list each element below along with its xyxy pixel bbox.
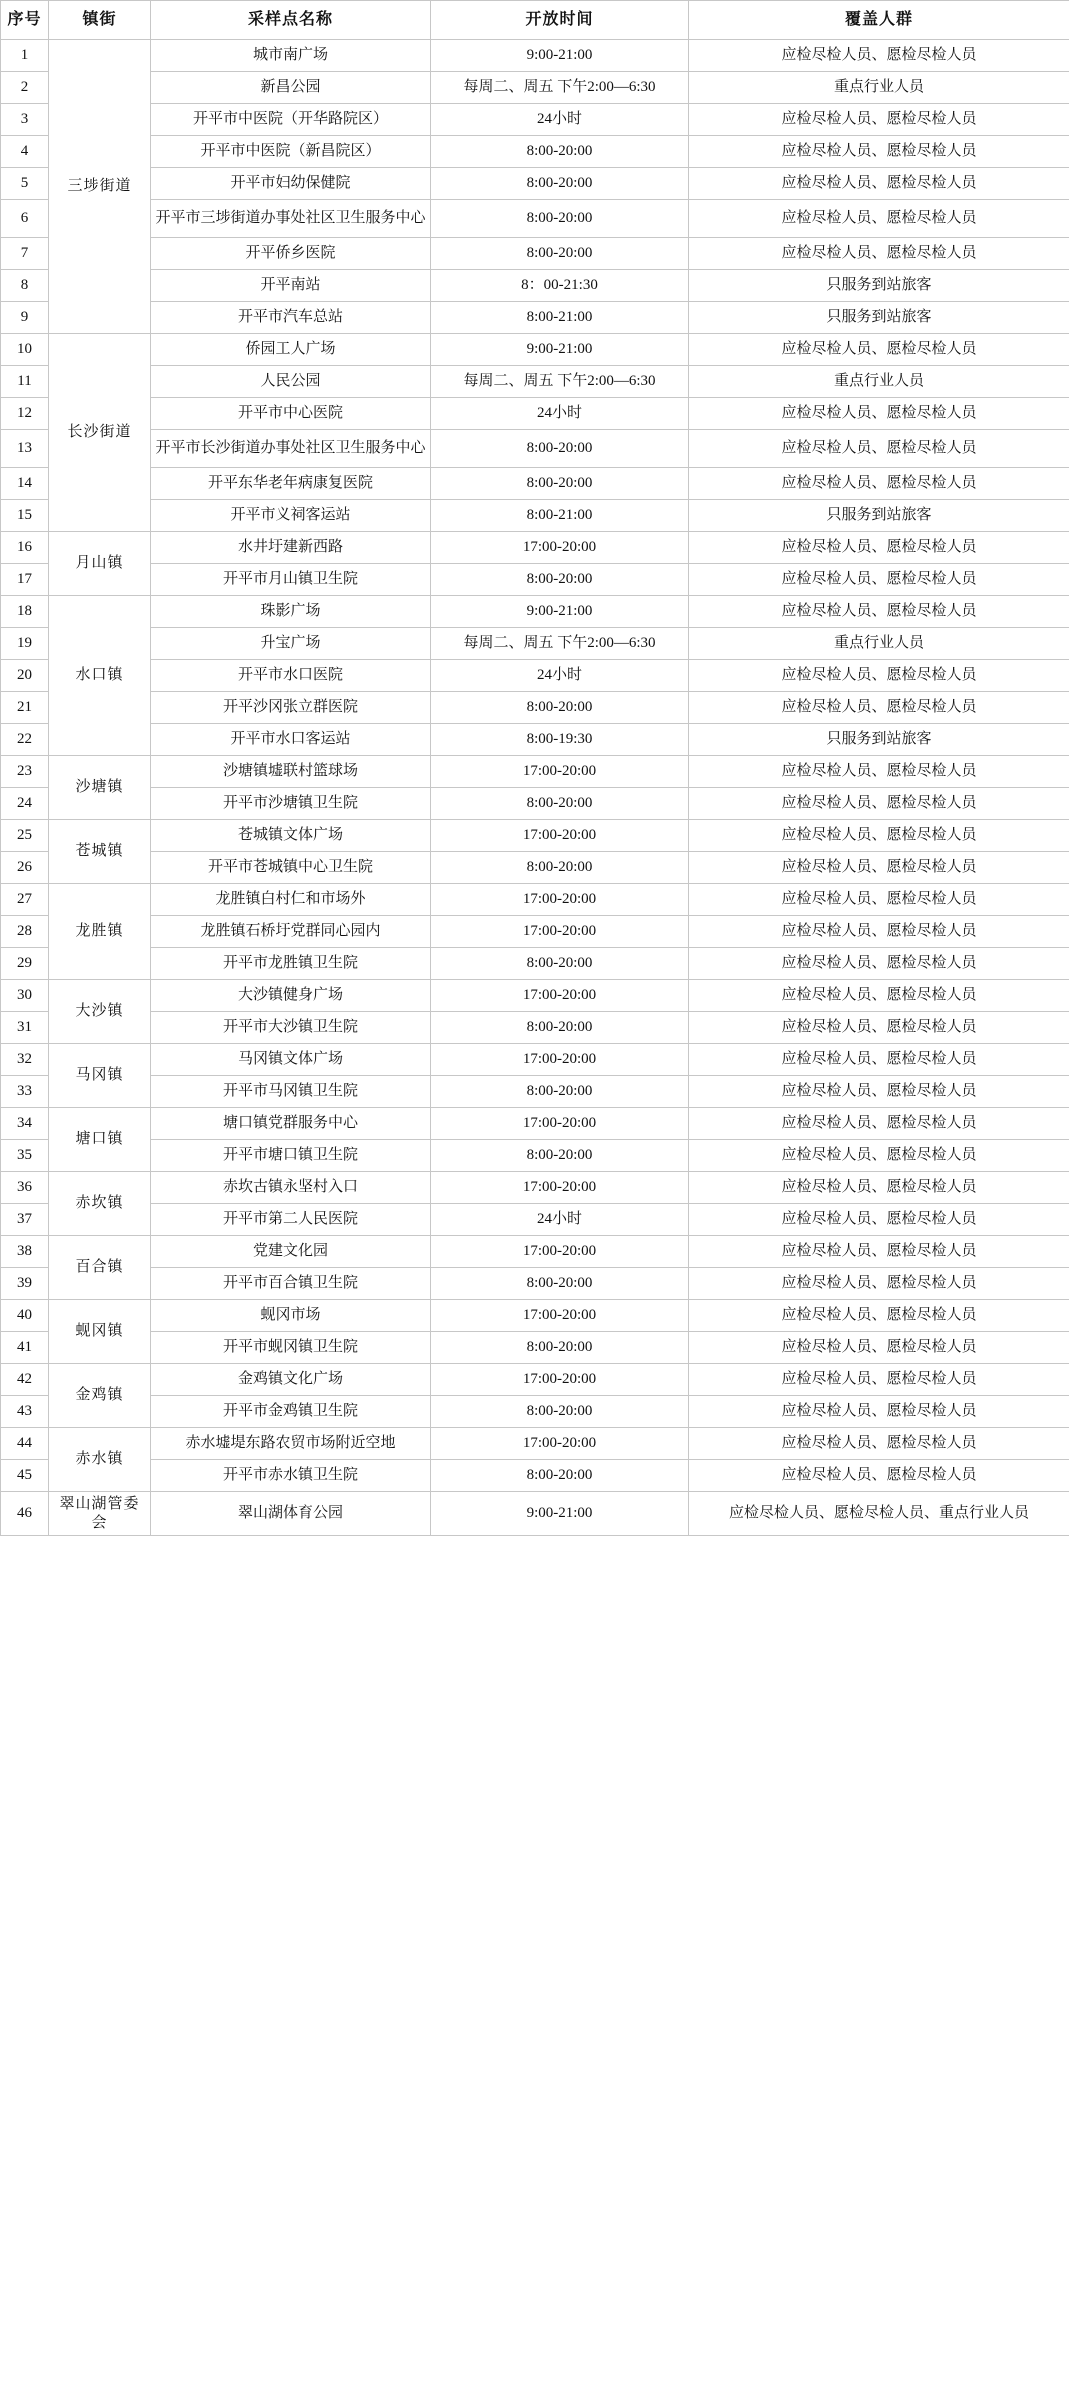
cell-index: 10	[1, 334, 49, 366]
table-row	[1, 398, 1069, 430]
cell-site-name: 翠山湖体育公园	[151, 1492, 431, 1536]
cell-covered-group: 应检尽检人员、愿检尽检人员	[689, 430, 1069, 468]
cell-open-hours: 17:00-20:00	[431, 916, 689, 948]
cell-index: 13	[1, 430, 49, 468]
cell-covered-group: 应检尽检人员、愿检尽检人员	[689, 788, 1069, 820]
cell-open-hours: 17:00-20:00	[431, 756, 689, 788]
cell-covered-group: 应检尽检人员、愿检尽检人员	[689, 948, 1069, 980]
cell-open-hours: 8:00-20:00	[431, 136, 689, 168]
cell-open-hours: 24小时	[431, 1204, 689, 1236]
cell-site-name: 开平市马冈镇卫生院	[151, 1076, 431, 1108]
cell-site-name: 开平侨乡医院	[151, 238, 431, 270]
cell-open-hours: 9:00-21:00	[431, 596, 689, 628]
cell-index: 14	[1, 468, 49, 500]
cell-index: 35	[1, 1140, 49, 1172]
cell-town: 马冈镇	[49, 1044, 151, 1108]
cell-open-hours: 24小时	[431, 104, 689, 136]
cell-index: 43	[1, 1396, 49, 1428]
cell-index: 21	[1, 692, 49, 724]
cell-index: 16	[1, 532, 49, 564]
cell-index: 23	[1, 756, 49, 788]
cell-open-hours: 8:00-20:00	[431, 168, 689, 200]
cell-open-hours: 8:00-20:00	[431, 564, 689, 596]
cell-open-hours: 9:00-21:00	[431, 334, 689, 366]
cell-site-name: 马冈镇文体广场	[151, 1044, 431, 1076]
cell-open-hours: 每周二、周五 下午2:00—6:30	[431, 628, 689, 660]
cell-index: 38	[1, 1236, 49, 1268]
table-row	[1, 820, 1069, 852]
cell-covered-group: 应检尽检人员、愿检尽检人员	[689, 1364, 1069, 1396]
cell-site-name: 开平市赤水镇卫生院	[151, 1460, 431, 1492]
cell-index: 2	[1, 72, 49, 104]
cell-town: 长沙街道	[49, 334, 151, 532]
cell-open-hours: 8:00-20:00	[431, 430, 689, 468]
table-row	[1, 238, 1069, 270]
cell-covered-group: 应检尽检人员、愿检尽检人员	[689, 468, 1069, 500]
cell-site-name: 赤水墟堤东路农贸市场附近空地	[151, 1428, 431, 1460]
cell-covered-group: 应检尽检人员、愿检尽检人员	[689, 40, 1069, 72]
table-row	[1, 628, 1069, 660]
cell-index: 41	[1, 1332, 49, 1364]
cell-site-name: 开平沙冈张立群医院	[151, 692, 431, 724]
cell-town: 塘口镇	[49, 1108, 151, 1172]
column-header-index: 序号	[1, 1, 49, 40]
table-row	[1, 852, 1069, 884]
cell-site-name: 龙胜镇石桥圩党群同心园内	[151, 916, 431, 948]
cell-index: 6	[1, 200, 49, 238]
cell-town: 三埗街道	[49, 40, 151, 334]
table-row	[1, 1300, 1069, 1332]
cell-index: 30	[1, 980, 49, 1012]
cell-index: 19	[1, 628, 49, 660]
cell-covered-group: 应检尽检人员、愿检尽检人员	[689, 1236, 1069, 1268]
cell-index: 5	[1, 168, 49, 200]
cell-site-name: 开平市月山镇卫生院	[151, 564, 431, 596]
cell-covered-group: 应检尽检人员、愿检尽检人员	[689, 1332, 1069, 1364]
cell-covered-group: 应检尽检人员、愿检尽检人员	[689, 916, 1069, 948]
table-row	[1, 1460, 1069, 1492]
cell-open-hours: 9:00-21:00	[431, 40, 689, 72]
cell-index: 9	[1, 302, 49, 334]
cell-open-hours: 9:00-21:00	[431, 1492, 689, 1536]
table-row	[1, 1492, 1069, 1536]
cell-site-name: 塘口镇党群服务中心	[151, 1108, 431, 1140]
cell-covered-group: 应检尽检人员、愿检尽检人员	[689, 136, 1069, 168]
cell-open-hours: 8:00-20:00	[431, 1396, 689, 1428]
cell-site-name: 赤坎古镇永坚村入口	[151, 1172, 431, 1204]
cell-site-name: 开平市长沙街道办事处社区卫生服务中心	[151, 430, 431, 468]
cell-index: 7	[1, 238, 49, 270]
cell-open-hours: 17:00-20:00	[431, 1300, 689, 1332]
cell-covered-group: 应检尽检人员、愿检尽检人员	[689, 1076, 1069, 1108]
cell-open-hours: 17:00-20:00	[431, 1172, 689, 1204]
cell-site-name: 苍城镇文体广场	[151, 820, 431, 852]
cell-index: 24	[1, 788, 49, 820]
table-row	[1, 468, 1069, 500]
cell-index: 39	[1, 1268, 49, 1300]
cell-open-hours: 17:00-20:00	[431, 980, 689, 1012]
table-row	[1, 724, 1069, 756]
cell-site-name: 开平市百合镇卫生院	[151, 1268, 431, 1300]
cell-site-name: 开平市中心医院	[151, 398, 431, 430]
cell-index: 4	[1, 136, 49, 168]
table-row	[1, 916, 1069, 948]
cell-index: 42	[1, 1364, 49, 1396]
cell-open-hours: 8:00-20:00	[431, 468, 689, 500]
cell-open-hours: 17:00-20:00	[431, 532, 689, 564]
cell-open-hours: 每周二、周五 下午2:00—6:30	[431, 72, 689, 104]
cell-index: 44	[1, 1428, 49, 1460]
cell-open-hours: 8:00-20:00	[431, 1140, 689, 1172]
cell-index: 20	[1, 660, 49, 692]
cell-site-name: 水井圩建新西路	[151, 532, 431, 564]
cell-town: 金鸡镇	[49, 1364, 151, 1428]
cell-covered-group: 只服务到站旅客	[689, 270, 1069, 302]
cell-covered-group: 只服务到站旅客	[689, 302, 1069, 334]
table-row	[1, 948, 1069, 980]
cell-covered-group: 应检尽检人员、愿检尽检人员	[689, 1460, 1069, 1492]
cell-open-hours: 17:00-20:00	[431, 1236, 689, 1268]
cell-site-name: 开平市汽车总站	[151, 302, 431, 334]
table-row	[1, 1044, 1069, 1076]
cell-site-name: 开平市三埗街道办事处社区卫生服务中心	[151, 200, 431, 238]
cell-site-name: 城市南广场	[151, 40, 431, 72]
table-row	[1, 168, 1069, 200]
cell-covered-group: 应检尽检人员、愿检尽检人员	[689, 852, 1069, 884]
cell-site-name: 大沙镇健身广场	[151, 980, 431, 1012]
table-row	[1, 1396, 1069, 1428]
cell-site-name: 开平市中医院（开华路院区）	[151, 104, 431, 136]
cell-site-name: 开平市义祠客运站	[151, 500, 431, 532]
cell-open-hours: 8:00-20:00	[431, 200, 689, 238]
cell-open-hours: 8:00-20:00	[431, 238, 689, 270]
cell-site-name: 开平市龙胜镇卫生院	[151, 948, 431, 980]
cell-covered-group: 应检尽检人员、愿检尽检人员	[689, 884, 1069, 916]
cell-index: 36	[1, 1172, 49, 1204]
cell-open-hours: 8:00-20:00	[431, 1268, 689, 1300]
table-row	[1, 270, 1069, 302]
cell-town: 龙胜镇	[49, 884, 151, 980]
cell-open-hours: 8:00-21:00	[431, 500, 689, 532]
cell-index: 11	[1, 366, 49, 398]
cell-site-name: 龙胜镇白村仁和市场外	[151, 884, 431, 916]
cell-covered-group: 应检尽检人员、愿检尽检人员	[689, 238, 1069, 270]
cell-open-hours: 8:00-20:00	[431, 948, 689, 980]
cell-index: 37	[1, 1204, 49, 1236]
cell-site-name: 开平市中医院（新昌院区）	[151, 136, 431, 168]
table-row	[1, 40, 1069, 72]
cell-open-hours: 8:00-21:00	[431, 302, 689, 334]
cell-open-hours: 8:00-20:00	[431, 1332, 689, 1364]
cell-covered-group: 应检尽检人员、愿检尽检人员	[689, 1396, 1069, 1428]
cell-covered-group: 应检尽检人员、愿检尽检人员	[689, 1108, 1069, 1140]
table-header	[1, 1, 1069, 40]
cell-covered-group: 应检尽检人员、愿检尽检人员	[689, 1268, 1069, 1300]
cell-index: 17	[1, 564, 49, 596]
table-row	[1, 104, 1069, 136]
table-row	[1, 136, 1069, 168]
cell-site-name: 升宝广场	[151, 628, 431, 660]
cell-site-name: 蚬冈市场	[151, 1300, 431, 1332]
cell-index: 22	[1, 724, 49, 756]
column-header-hours: 开放时间	[431, 1, 689, 40]
cell-site-name: 开平市沙塘镇卫生院	[151, 788, 431, 820]
cell-open-hours: 24小时	[431, 660, 689, 692]
cell-index: 8	[1, 270, 49, 302]
table-row	[1, 884, 1069, 916]
table-row	[1, 692, 1069, 724]
cell-index: 29	[1, 948, 49, 980]
cell-index: 34	[1, 1108, 49, 1140]
cell-site-name: 开平市妇幼保健院	[151, 168, 431, 200]
cell-covered-group: 应检尽检人员、愿检尽检人员	[689, 596, 1069, 628]
cell-town: 水口镇	[49, 596, 151, 756]
cell-index: 12	[1, 398, 49, 430]
cell-covered-group: 应检尽检人员、愿检尽检人员	[689, 168, 1069, 200]
table-row	[1, 596, 1069, 628]
cell-site-name: 开平市苍城镇中心卫生院	[151, 852, 431, 884]
cell-town: 赤水镇	[49, 1428, 151, 1492]
table-row	[1, 980, 1069, 1012]
cell-town: 百合镇	[49, 1236, 151, 1300]
cell-town: 沙塘镇	[49, 756, 151, 820]
cell-town: 大沙镇	[49, 980, 151, 1044]
cell-site-name: 人民公园	[151, 366, 431, 398]
cell-site-name: 开平市塘口镇卫生院	[151, 1140, 431, 1172]
cell-town: 蚬冈镇	[49, 1300, 151, 1364]
cell-site-name: 金鸡镇文化广场	[151, 1364, 431, 1396]
table-row	[1, 500, 1069, 532]
cell-open-hours: 17:00-20:00	[431, 820, 689, 852]
cell-covered-group: 应检尽检人员、愿检尽检人员	[689, 1140, 1069, 1172]
cell-index: 18	[1, 596, 49, 628]
cell-open-hours: 8:00-20:00	[431, 1076, 689, 1108]
table-row	[1, 334, 1069, 366]
table-row	[1, 788, 1069, 820]
cell-covered-group: 应检尽检人员、愿检尽检人员	[689, 692, 1069, 724]
cell-town: 赤坎镇	[49, 1172, 151, 1236]
cell-open-hours: 17:00-20:00	[431, 1428, 689, 1460]
cell-covered-group: 应检尽检人员、愿检尽检人员	[689, 398, 1069, 430]
table-row	[1, 72, 1069, 104]
cell-site-name: 开平市大沙镇卫生院	[151, 1012, 431, 1044]
cell-covered-group: 重点行业人员	[689, 628, 1069, 660]
cell-site-name: 开平市金鸡镇卫生院	[151, 1396, 431, 1428]
cell-site-name: 新昌公园	[151, 72, 431, 104]
cell-covered-group: 重点行业人员	[689, 72, 1069, 104]
cell-site-name: 开平市水口医院	[151, 660, 431, 692]
cell-open-hours: 24小时	[431, 398, 689, 430]
cell-covered-group: 应检尽检人员、愿检尽检人员	[689, 1300, 1069, 1332]
cell-site-name: 党建文化园	[151, 1236, 431, 1268]
column-header-town: 镇街	[49, 1, 151, 40]
cell-covered-group: 应检尽检人员、愿检尽检人员	[689, 820, 1069, 852]
table-row	[1, 1076, 1069, 1108]
column-header-site: 采样点名称	[151, 1, 431, 40]
cell-site-name: 开平市第二人民医院	[151, 1204, 431, 1236]
table-row	[1, 532, 1069, 564]
cell-covered-group: 只服务到站旅客	[689, 724, 1069, 756]
cell-covered-group: 应检尽检人员、愿检尽检人员	[689, 1172, 1069, 1204]
table-row	[1, 1364, 1069, 1396]
cell-site-name: 侨园工人广场	[151, 334, 431, 366]
cell-covered-group: 应检尽检人员、愿检尽检人员	[689, 1044, 1069, 1076]
table-row	[1, 302, 1069, 334]
table-row	[1, 1204, 1069, 1236]
cell-index: 28	[1, 916, 49, 948]
cell-site-name: 开平南站	[151, 270, 431, 302]
cell-open-hours: 17:00-20:00	[431, 884, 689, 916]
table-row	[1, 430, 1069, 468]
table-row	[1, 1172, 1069, 1204]
cell-open-hours: 17:00-20:00	[431, 1108, 689, 1140]
cell-town: 苍城镇	[49, 820, 151, 884]
cell-open-hours: 17:00-20:00	[431, 1044, 689, 1076]
table-row	[1, 1108, 1069, 1140]
cell-open-hours: 8:00-20:00	[431, 1012, 689, 1044]
cell-covered-group: 应检尽检人员、愿检尽检人员	[689, 104, 1069, 136]
cell-open-hours: 8:00-20:00	[431, 852, 689, 884]
cell-open-hours: 8:00-20:00	[431, 788, 689, 820]
cell-covered-group: 应检尽检人员、愿检尽检人员	[689, 564, 1069, 596]
cell-open-hours: 17:00-20:00	[431, 1364, 689, 1396]
cell-covered-group: 应检尽检人员、愿检尽检人员	[689, 334, 1069, 366]
cell-open-hours: 8:00-19:30	[431, 724, 689, 756]
cell-index: 45	[1, 1460, 49, 1492]
cell-site-name: 开平市蚬冈镇卫生院	[151, 1332, 431, 1364]
cell-covered-group: 应检尽检人员、愿检尽检人员	[689, 1012, 1069, 1044]
table-row	[1, 756, 1069, 788]
table-row	[1, 366, 1069, 398]
cell-index: 1	[1, 40, 49, 72]
table-row	[1, 200, 1069, 238]
cell-index: 31	[1, 1012, 49, 1044]
table-row	[1, 660, 1069, 692]
table-row	[1, 1268, 1069, 1300]
cell-open-hours: 8:00-20:00	[431, 692, 689, 724]
table-row	[1, 1236, 1069, 1268]
cell-covered-group: 重点行业人员	[689, 366, 1069, 398]
cell-covered-group: 应检尽检人员、愿检尽检人员	[689, 200, 1069, 238]
cell-index: 3	[1, 104, 49, 136]
cell-index: 40	[1, 1300, 49, 1332]
table-header-row	[1, 1, 1069, 40]
cell-covered-group: 应检尽检人员、愿检尽检人员	[689, 1204, 1069, 1236]
cell-open-hours: 8：00-21:30	[431, 270, 689, 302]
cell-site-name: 沙塘镇墟联村篮球场	[151, 756, 431, 788]
cell-index: 32	[1, 1044, 49, 1076]
cell-covered-group: 应检尽检人员、愿检尽检人员	[689, 532, 1069, 564]
cell-index: 27	[1, 884, 49, 916]
table-row	[1, 1428, 1069, 1460]
table-row	[1, 1332, 1069, 1364]
cell-covered-group: 应检尽检人员、愿检尽检人员、重点行业人员	[689, 1492, 1069, 1536]
cell-covered-group: 只服务到站旅客	[689, 500, 1069, 532]
cell-open-hours: 8:00-20:00	[431, 1460, 689, 1492]
cell-index: 33	[1, 1076, 49, 1108]
cell-covered-group: 应检尽检人员、愿检尽检人员	[689, 1428, 1069, 1460]
cell-index: 15	[1, 500, 49, 532]
cell-covered-group: 应检尽检人员、愿检尽检人员	[689, 660, 1069, 692]
cell-covered-group: 应检尽检人员、愿检尽检人员	[689, 756, 1069, 788]
cell-open-hours: 每周二、周五 下午2:00—6:30	[431, 366, 689, 398]
cell-index: 26	[1, 852, 49, 884]
cell-site-name: 开平市水口客运站	[151, 724, 431, 756]
column-header-group: 覆盖人群	[689, 1, 1069, 40]
table-row	[1, 1140, 1069, 1172]
cell-site-name: 珠影广场	[151, 596, 431, 628]
table-row	[1, 564, 1069, 596]
table-row	[1, 1012, 1069, 1044]
cell-index: 46	[1, 1492, 49, 1536]
cell-site-name: 开平东华老年病康复医院	[151, 468, 431, 500]
cell-covered-group: 应检尽检人员、愿检尽检人员	[689, 980, 1069, 1012]
cell-town: 月山镇	[49, 532, 151, 596]
table-body	[1, 40, 1069, 1536]
cell-index: 25	[1, 820, 49, 852]
cell-town: 翠山湖管委会	[49, 1492, 151, 1536]
